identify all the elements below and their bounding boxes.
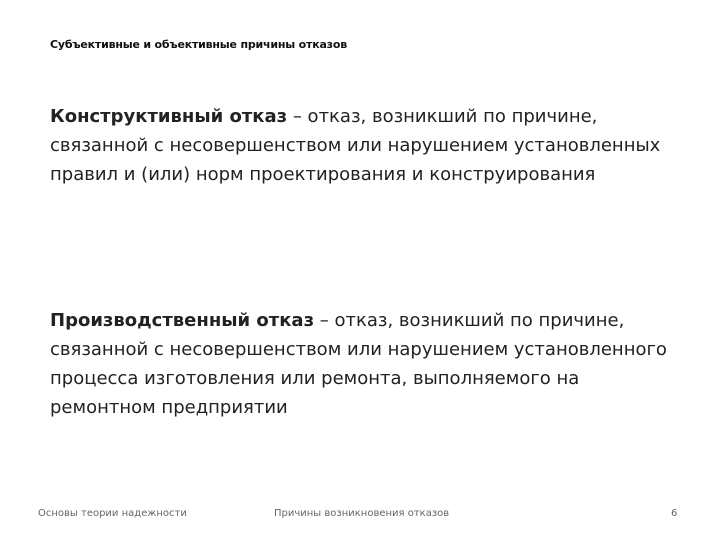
definition-text: – отказ, возникший по причине, связанной с несовершенством или нарушением установленных правил и (или) норм проектирования и конструирования: [50, 106, 661, 185]
slide-title: Субъективные и объективные причины отказов: [50, 38, 347, 51]
page-number: 6: [671, 508, 678, 519]
definition-term: Производственный отказ: [50, 310, 315, 331]
definition-constructive-failure: [50, 102, 690, 189]
definition-text: – отказ, возникший по причине, связанной с несовершенством или нарушением установленного процесса изготовления или ремонта, выполняемого на ремонтном предприятии: [50, 310, 667, 418]
footer-course-title: Основы теории надежности: [38, 508, 187, 519]
definition-term: Конструктивный отказ: [50, 106, 288, 127]
definition-production-failure: [50, 306, 690, 422]
footer-section-title: Причины возникновения отказов: [274, 508, 450, 519]
